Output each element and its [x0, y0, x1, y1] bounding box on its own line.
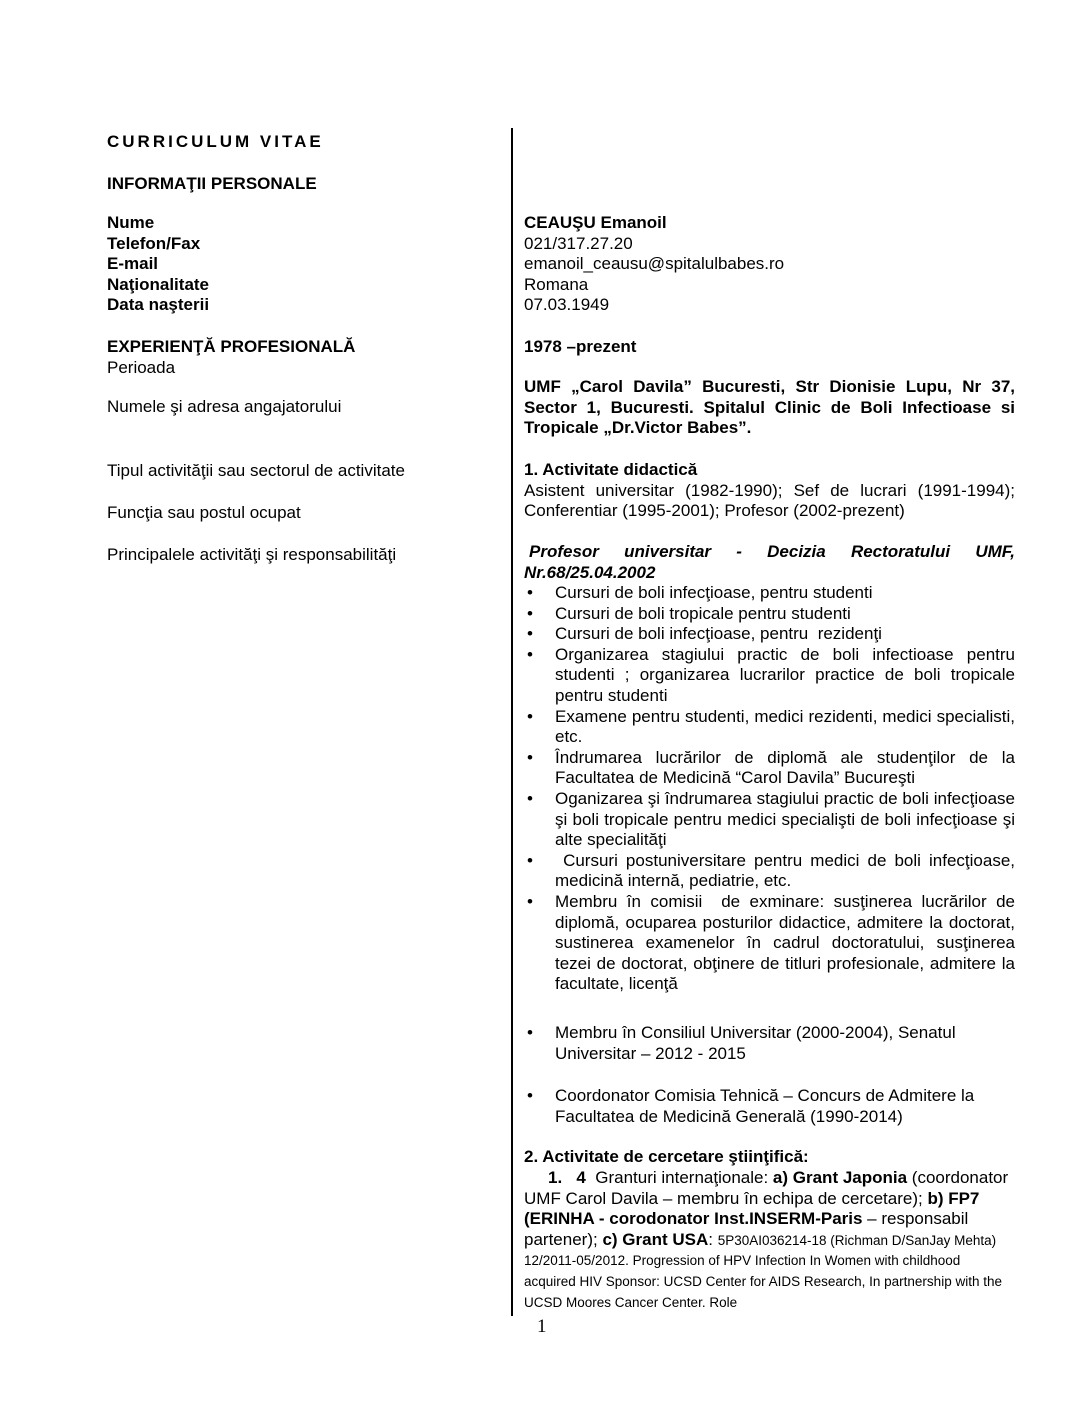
- list-item-text: Coordonator Comisia Tehnică – Concurs de Admitere la Facultatea de Medicină Generală (1990-2014): [555, 1086, 975, 1126]
- label-activity-type: Tipul activităţii sau sectorul de activitate: [107, 461, 405, 480]
- list-item: [524, 789, 1015, 851]
- value-employer: UMF „Carol Davila” Bucuresti, Str Dionisie Lupu, Nr 37, Sector 1, Bucuresti. Spitalul Clinic de Boli Infectioase si Tropicale „Dr.Victor Babes”.: [524, 377, 1015, 438]
- grant-usa-sep: :: [708, 1229, 718, 1249]
- label-nume: Nume: [107, 213, 155, 232]
- didactic-heading: 1. Activitate didactică: [524, 460, 698, 479]
- personal-info-heading: INFORMAŢII PERSONALE: [107, 174, 317, 193]
- research-heading: 2. Activitate de cercetare ştiinţifică:: [524, 1147, 809, 1166]
- bullet-icon: [527, 789, 533, 810]
- personal-values: [524, 213, 1015, 316]
- grants-item-number: 1. 4: [548, 1168, 586, 1187]
- list-item: [524, 583, 1015, 604]
- list-item-text: Examene pentru studenti, medici rezidenti, medici specialisti, etc.: [555, 706, 1015, 747]
- bullet-icon: [527, 707, 533, 728]
- list-item-text: Cursuri de boli tropicale pentru studenti: [555, 603, 851, 623]
- list-item-text: Membru în comisii de exminare: susţinerea lucrărilor de diplomă, ocuparea posturilor didactice, admitere la doctorat, sustinerea examenelor în cadrul doctoratului, susţinerea tezei de doctorat, obţinere de titluri profesionale, admitere la facultate, licenţă: [555, 891, 1015, 994]
- list-item: [524, 892, 1015, 995]
- list-item: [524, 624, 1015, 645]
- list-item-text: Cursuri de boli infecţioase, pentru studenti: [555, 583, 873, 602]
- list-item: [524, 748, 1015, 789]
- list-item: [524, 1023, 1015, 1064]
- personal-labels: [107, 213, 505, 316]
- didactic-roles: Asistent universitar (1982-1990); Sef de lucrari (1991-1994); Conferentiar (1995-2001); Profesor (2002-prezent): [524, 480, 1015, 521]
- label-telefon-fax: Telefon/Fax: [107, 233, 201, 253]
- list-item-text: Organizarea stagiului practic de boli infectioase pentru studenti ; organizarea lucrarilor practice de boli tropicale pentru studenti: [555, 644, 1015, 705]
- list-item: [524, 645, 1015, 707]
- bullet-icon: [527, 583, 533, 604]
- experience-heading: EXPERIENŢĂ PROFESIONALĂ: [107, 337, 356, 356]
- list-item-text: Cursuri de boli infecţioase, pentru rezidenţi: [555, 624, 882, 644]
- bullet-icon: [527, 624, 533, 645]
- bullet-icon: [527, 1023, 533, 1044]
- label-employer: Numele şi adresa angajatorului: [107, 397, 342, 416]
- label-data-nasterii: Data naşterii: [107, 295, 210, 315]
- grant-usa-detail: (Richman D/SanJay Mehta) 12/2011-05/2012. Progression of HPV Infection In Women with childhood acquired HIV Sponsor: UCSD Center for AIDS Research, In partnership with the UCSD Moores Cancer Center. Role: [524, 1232, 1002, 1310]
- page-title: CURRICULUM VITAE: [107, 132, 324, 151]
- label-nationalitate: Naţionalitate: [107, 274, 210, 294]
- value-birth-date: 07.03.1949: [524, 295, 610, 315]
- list-item: [524, 707, 1015, 748]
- grant-japonia: a) Grant Japonia: [772, 1168, 908, 1187]
- didactic-activity-block: [524, 460, 1015, 522]
- list-item-text: Oganizarea şi îndrumarea stagiului practic de boli infecţioase şi boli tropicale pentru medici specialişti de boli infecţioase şi alte specialităţi: [555, 788, 1015, 850]
- value-nationality: Romana: [524, 274, 589, 294]
- list-item: [524, 604, 1015, 625]
- grants-intro: Granturi internaţionale:: [585, 1168, 773, 1187]
- page-number: 1: [537, 1316, 547, 1337]
- membership-bullet-list-1: [524, 1023, 1015, 1064]
- grant-japonia-detail: (coordonator UMF Carol Davila – membru în echipa de cercetare);: [524, 1168, 1009, 1208]
- value-name: CEAUŞU Emanoil: [524, 213, 667, 232]
- grant-usa-code: 5P30AI036214-18: [717, 1232, 827, 1248]
- label-responsibilities: Principalele activităţi şi responsabilităţi: [107, 545, 397, 564]
- didactic-bullet-list: [524, 583, 1015, 995]
- value-phone-fax: 021/317.27.20: [524, 233, 633, 253]
- label-perioada: Perioada: [107, 357, 176, 377]
- list-item-text: Cursuri postuniversitare pentru medici de boli infecţioase, medicină internă, pediatrie, etc.: [555, 850, 1015, 891]
- professor-decision: Profesor universitar - Decizia Rectoratului UMF, Nr.68/25.04.2002: [524, 542, 1015, 582]
- label-position: Funcţia sau postul ocupat: [107, 503, 301, 522]
- experience-block: [107, 337, 505, 378]
- value-period: 1978 –prezent: [524, 337, 637, 356]
- bullet-icon: [527, 748, 533, 769]
- grant-fp7: b) FP7 (ERINHA - corodonator Inst.INSERM-Paris: [524, 1188, 980, 1229]
- list-item: [524, 851, 1015, 892]
- bullet-icon: [527, 1086, 533, 1107]
- list-item-text: Îndrumarea lucrărilor de diplomă ale studenţilor de la Facultatea de Medicină “Carol Davila” Bucureşti: [555, 747, 1015, 788]
- value-email: emanoil_ceausu@spitalulbabes.ro: [524, 254, 785, 274]
- list-item: [524, 1086, 1015, 1127]
- membership-bullet-list-2: [524, 1086, 1015, 1127]
- bullet-icon: [527, 851, 533, 872]
- grants-paragraph: [524, 1168, 1015, 1312]
- bullet-icon: [527, 604, 533, 625]
- bullet-icon: [527, 892, 533, 913]
- grant-usa: c) Grant USA: [602, 1229, 709, 1249]
- grant-fp7-detail: – responsabil partener);: [524, 1209, 969, 1249]
- label-email: E-mail: [107, 254, 159, 274]
- bullet-icon: [527, 645, 533, 666]
- list-item-text: Membru în Consiliul Universitar (2000-2004), Senatul Universitar – 2012 - 2015: [555, 1023, 956, 1063]
- column-divider: [511, 128, 513, 1316]
